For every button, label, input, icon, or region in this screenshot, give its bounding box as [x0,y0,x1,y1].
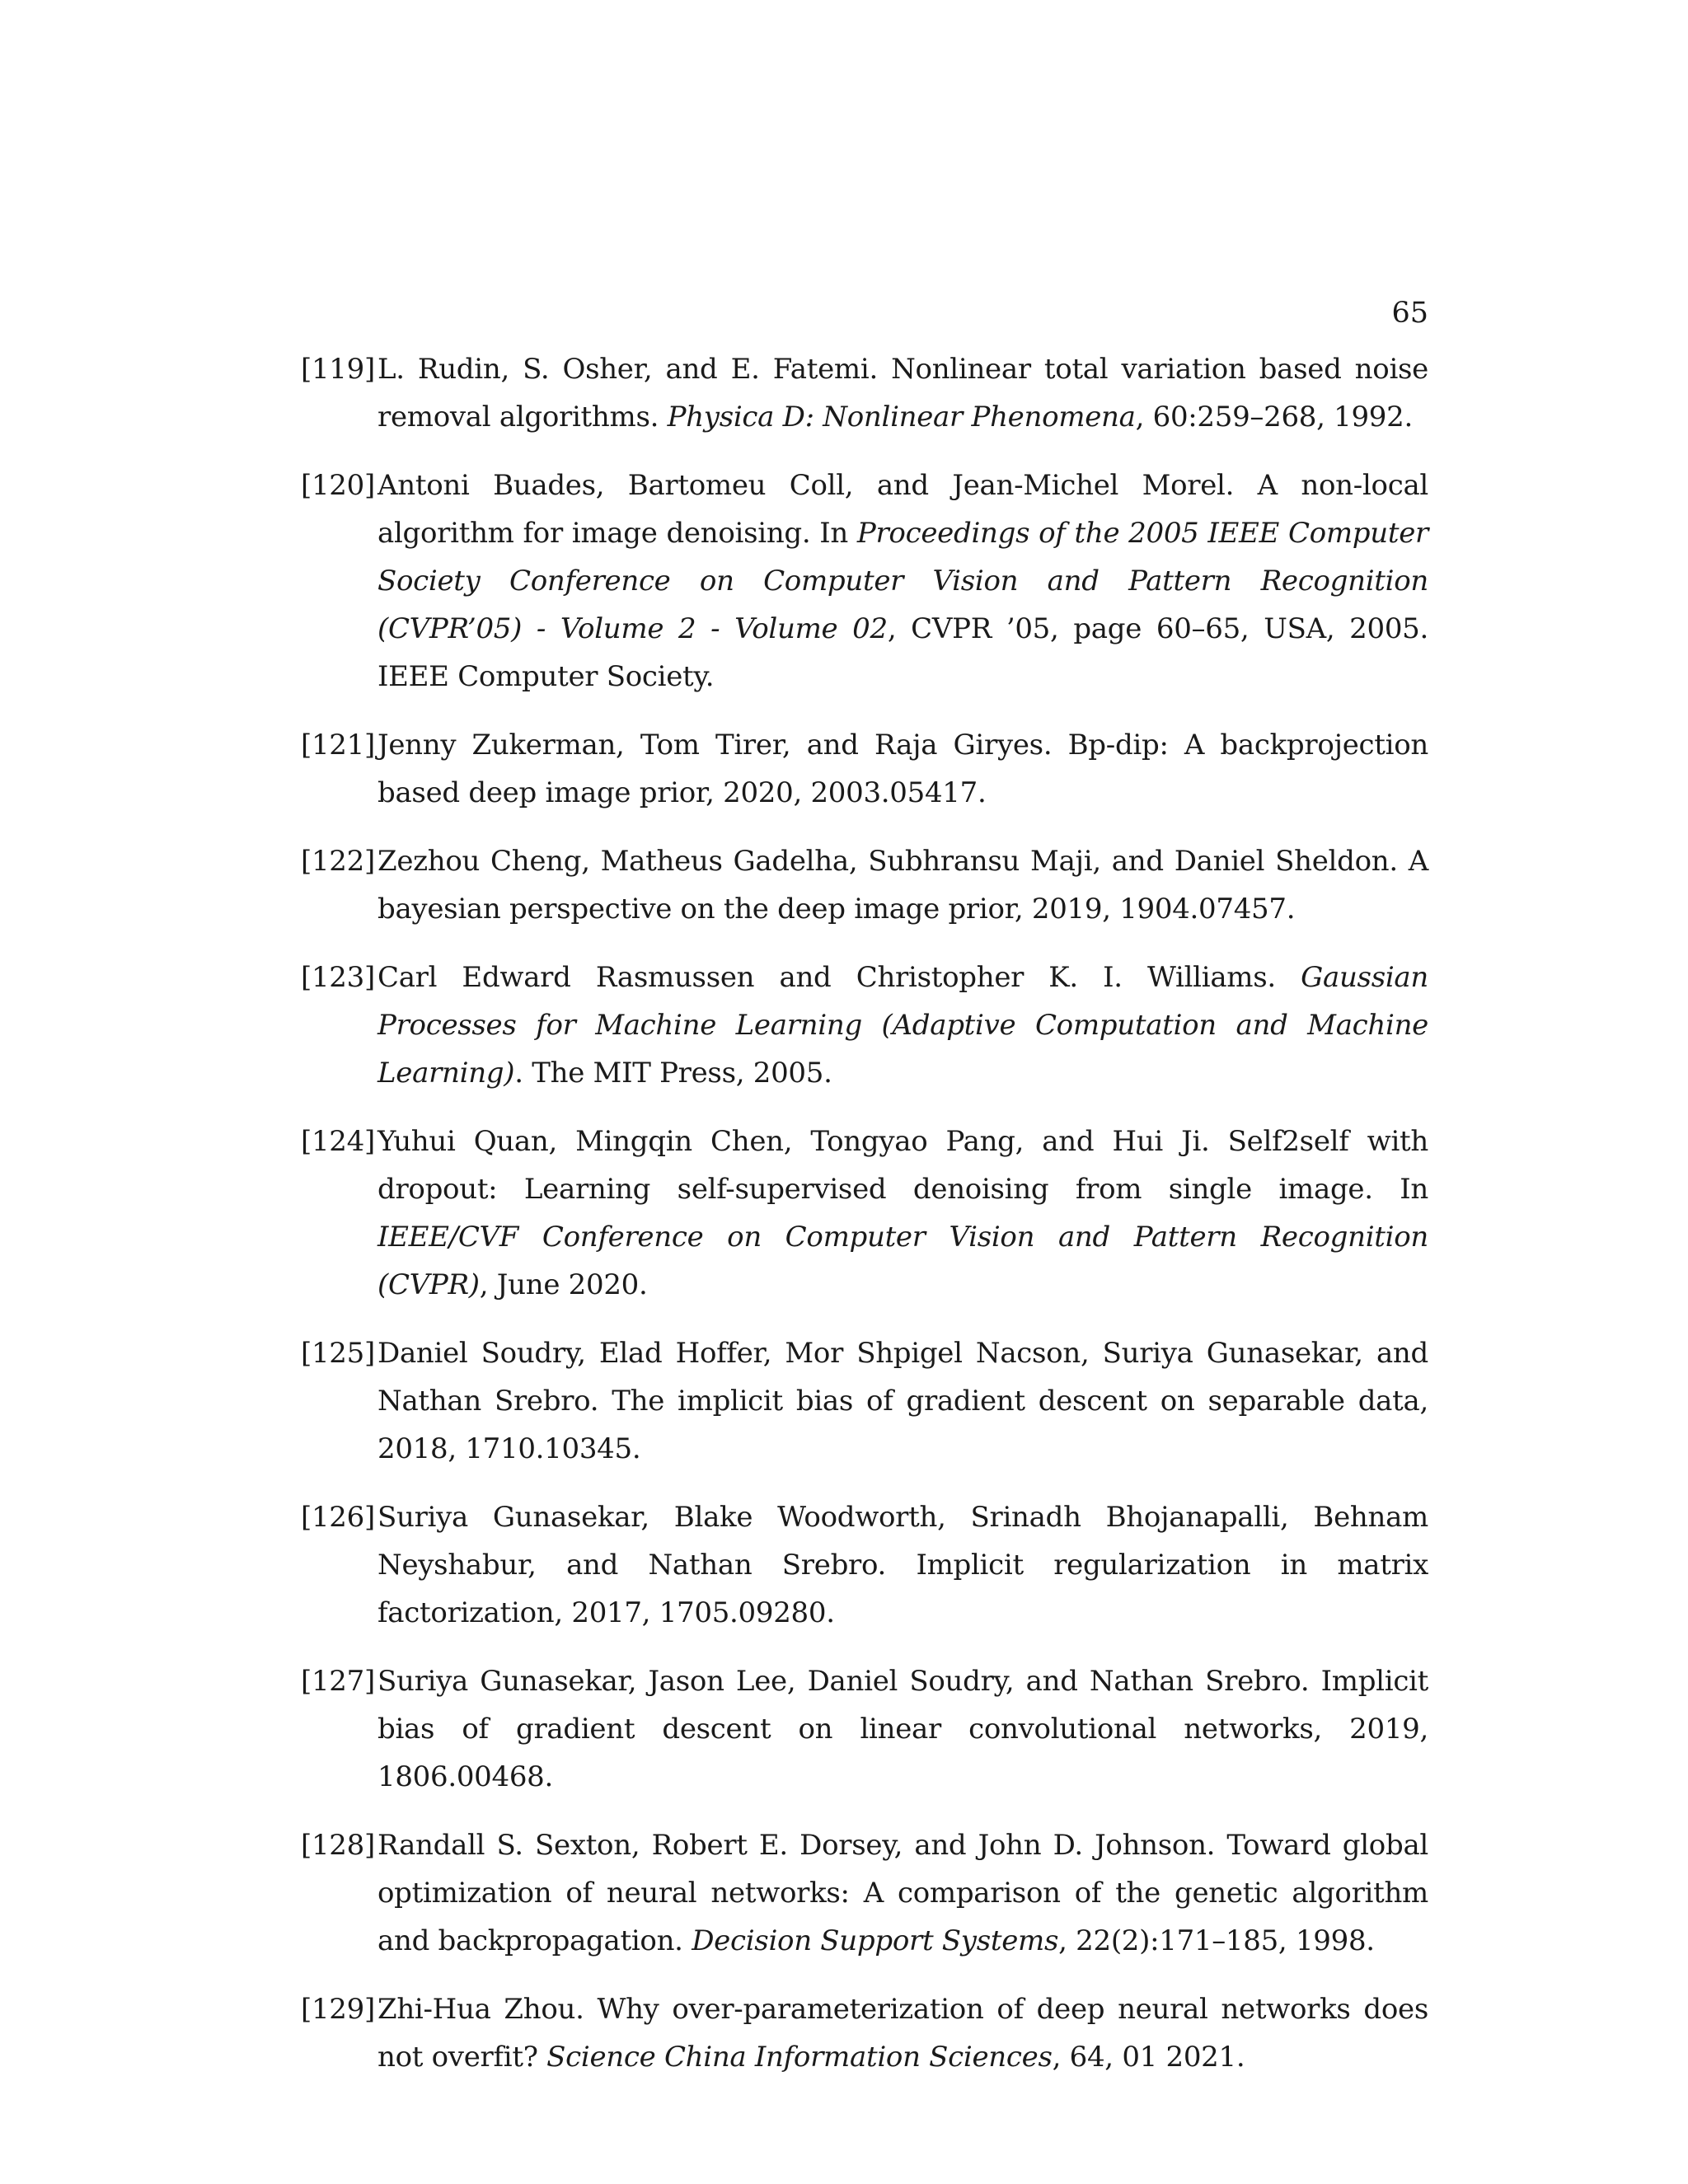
reference-entry [301,1493,1428,1637]
reference-entry [301,837,1428,933]
reference-venue: Science China Information Sciences [546,2041,1053,2074]
reference-text [377,729,1428,809]
reference-segment: Suriya Gunasekar, Jason Lee, Daniel Soudry, and Nathan Srebro. Implicit bias of gradient descent on linear convolutional networks, 2019, 1806.00468. [377,1665,1428,1793]
reference-text [377,1829,1428,1957]
reference-text [377,1993,1428,2074]
reference-segment: Jenny Zukerman, Tom Tirer, and Raja Giryes. Bp-dip: A backprojection based deep image prior, 2020, 2003.05417. [377,729,1428,809]
reference-segment: Randall S. Sexton, Robert E. Dorsey, and John D. Johnson. Toward global optimization of neural networks: A comparison of the genetic algorithm and backpropagation. [377,1829,1428,1957]
reference-entry [301,1985,1428,2081]
reference-entry [301,1329,1428,1473]
reference-segment: , 64, 01 2021. [1052,2041,1245,2074]
reference-number: [123] [301,961,375,994]
reference-entry [301,1821,1428,1965]
reference-segment: Antoni Buades, Bartomeu Coll, and Jean-Michel Morel. A non-local algorithm for image denoising. In [377,469,1428,550]
reference-venue: Gaussian Processes for Machine Learning (Adaptive Computation and Machine Learning) [377,961,1428,1090]
reference-segment: , CVPR ’05, page 60–65, USA, 2005. IEEE Computer Society. [377,612,1428,693]
reference-segment: L. Rudin, S. Osher, and E. Fatemi. Nonlinear total variation based noise removal algorithms. [377,353,1428,434]
reference-number: [126] [301,1501,375,1534]
reference-entry [301,462,1428,701]
reference-text [377,1337,1428,1465]
reference-number: [125] [301,1337,375,1370]
reference-entry [301,954,1428,1097]
reference-text [377,1125,1428,1301]
reference-segment: , 22(2):171–185, 1998. [1058,1924,1375,1957]
reference-segment: Zhi-Hua Zhou. Why over-parameterization of deep neural networks does not overfit? [377,1993,1428,2074]
reference-text [377,1665,1428,1793]
reference-segment: , June 2020. [479,1268,648,1301]
reference-list [301,345,1428,2102]
reference-segment: Daniel Soudry, Elad Hoffer, Mor Shpigel Nacson, Suriya Gunasekar, and Nathan Srebro. The implicit bias of gradient descent on separable data, 2018, 1710.10345. [377,1337,1428,1465]
reference-entry [301,721,1428,817]
reference-venue: Proceedings of the 2005 IEEE Computer Society Conference on Computer Vision and Pattern Recognition (CVPR’05) - Volume 2 - Volume 02 [377,517,1428,645]
reference-segment: . The MIT Press, 2005. [514,1057,832,1090]
reference-segment: Yuhui Quan, Mingqin Chen, Tongyao Pang, and Hui Ji. Self2self with dropout: Learning self-supervised denoising from single image. In [377,1125,1428,1206]
reference-segment: Carl Edward Rasmussen and Christopher K. I. Williams. [377,961,1301,994]
reference-segment: , 60:259–268, 1992. [1135,401,1413,434]
reference-venue: IEEE/CVF Conference on Computer Vision and Pattern Recognition (CVPR) [377,1221,1428,1301]
reference-number: [124] [301,1125,375,1158]
reference-text [377,961,1428,1090]
reference-text [377,845,1428,926]
reference-number: [120] [301,469,375,502]
reference-entry [301,345,1428,441]
reference-entry [301,1657,1428,1801]
reference-entry [301,1118,1428,1309]
reference-number: [121] [301,729,375,762]
reference-number: [128] [301,1829,375,1862]
reference-number: [129] [301,1993,375,2026]
reference-venue: Decision Support Systems [692,1924,1059,1957]
reference-segment: Suriya Gunasekar, Blake Woodworth, Srinadh Bhojanapalli, Behnam Neyshabur, and Nathan Srebro. Implicit regularization in matrix factorization, 2017, 1705.09280. [377,1501,1428,1629]
reference-number: [122] [301,845,375,878]
reference-text [377,353,1428,434]
reference-venue: Physica D: Nonlinear Phenomena [667,401,1136,434]
reference-segment: Zezhou Cheng, Matheus Gadelha, Subhransu Maji, and Daniel Sheldon. A bayesian perspective on the deep image prior, 2019, 1904.07457. [377,845,1428,926]
reference-number: [127] [301,1665,375,1698]
reference-text [377,1501,1428,1629]
reference-number: [119] [301,353,375,386]
reference-text [377,469,1428,693]
page-number: 65 [1391,297,1428,330]
